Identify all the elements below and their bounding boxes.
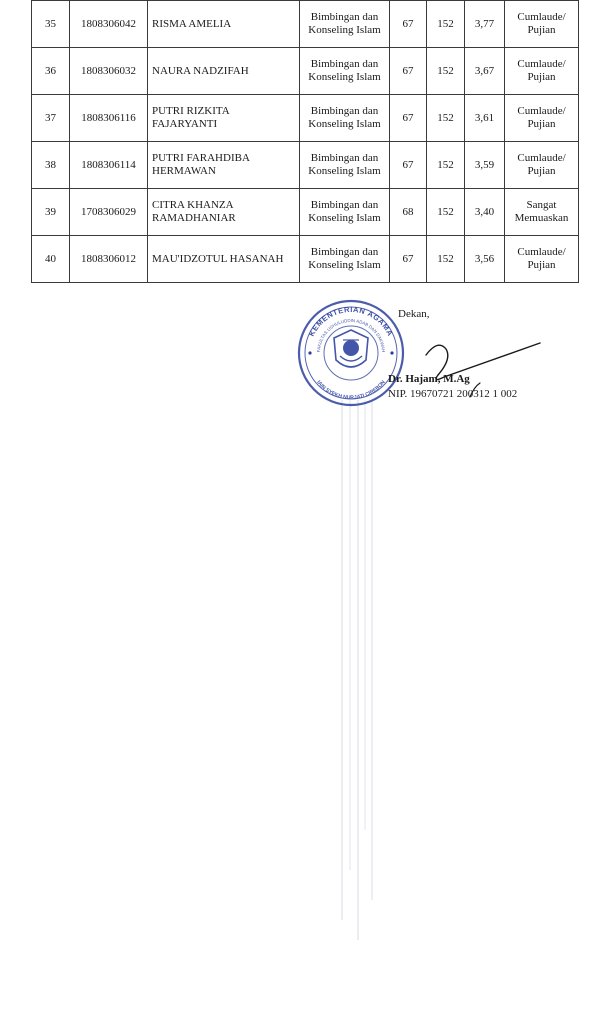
study-program-line: Bimbingan dan — [310, 105, 379, 117]
graduates-table — [31, 0, 579, 283]
gpa: 3,77 — [465, 1, 505, 48]
student-id: 1808306114 — [70, 142, 148, 189]
student-id: 1708306029 — [70, 189, 148, 236]
student-name — [148, 95, 300, 142]
credits-semester: 67 — [390, 95, 427, 142]
predicate — [505, 236, 579, 283]
predicate-line: Cumlaude/ — [517, 246, 566, 258]
student-name — [148, 189, 300, 236]
predicate — [505, 48, 579, 95]
student-id: 1808306012 — [70, 236, 148, 283]
study-program-line: Bimbingan dan — [310, 246, 379, 258]
predicate-line: Pujian — [527, 24, 556, 36]
predicate-line: Memuaskan — [514, 212, 569, 224]
row-number: 39 — [32, 189, 70, 236]
signature-mark — [408, 325, 558, 415]
student-name-line: HERMAWAN — [152, 165, 216, 177]
predicate-line: Cumlaude/ — [517, 11, 566, 23]
credits-total: 152 — [427, 1, 465, 48]
student-name: MAU'IDZOTUL HASANAH — [148, 236, 300, 283]
student-id: 1808306032 — [70, 48, 148, 95]
credits-total: 152 — [427, 236, 465, 283]
predicate — [505, 189, 579, 236]
student-name: RISMA AMELIA — [148, 1, 300, 48]
study-program-line: Bimbingan dan — [310, 152, 379, 164]
table-row — [32, 1, 579, 48]
student-name-line: PUTRI FARAHDIBA — [152, 152, 250, 164]
emblem-icon — [334, 330, 368, 367]
student-name-line: PUTRI RIZKITA — [152, 105, 230, 117]
table-row — [32, 142, 579, 189]
study-program-line: Bimbingan dan — [310, 199, 379, 211]
gpa: 3,59 — [465, 142, 505, 189]
study-program-line: Konseling Islam — [308, 259, 381, 271]
credits-semester: 68 — [390, 189, 427, 236]
study-program-line: Konseling Islam — [308, 24, 381, 36]
study-program — [300, 48, 390, 95]
signer-nip: NIP. 19670721 200312 1 002 — [388, 388, 518, 400]
student-name-line: FAJARYANTI — [152, 118, 218, 130]
credits-total: 152 — [427, 189, 465, 236]
credits-semester: 67 — [390, 1, 427, 48]
credits-total: 152 — [427, 95, 465, 142]
table-row — [32, 236, 579, 283]
student-name — [148, 142, 300, 189]
predicate-line: Pujian — [527, 71, 556, 83]
gpa: 3,56 — [465, 236, 505, 283]
signer-title: Dekan, — [398, 308, 430, 320]
predicate-line: Pujian — [527, 259, 556, 271]
table-row — [32, 48, 579, 95]
study-program — [300, 236, 390, 283]
predicate-line: Pujian — [527, 165, 556, 177]
stamp-inner-text: FAKULTAS USHULUDDIN ADAB DAN DAKWAH — [315, 317, 387, 353]
table-row — [32, 189, 579, 236]
table-row — [32, 95, 579, 142]
row-number: 36 — [32, 48, 70, 95]
credits-semester: 67 — [390, 236, 427, 283]
student-name: NAURA NADZIFAH — [148, 48, 300, 95]
predicate-line: Cumlaude/ — [517, 152, 566, 164]
predicate-line: Cumlaude/ — [517, 105, 566, 117]
predicate — [505, 142, 579, 189]
row-number: 40 — [32, 236, 70, 283]
credits-total: 152 — [427, 142, 465, 189]
row-number: 35 — [32, 1, 70, 48]
predicate — [505, 1, 579, 48]
student-id: 1808306116 — [70, 95, 148, 142]
signer-name: Dr. Hajam, M.Ag — [388, 373, 470, 385]
study-program-line: Bimbingan dan — [310, 11, 379, 23]
credits-semester: 67 — [390, 142, 427, 189]
gpa: 3,67 — [465, 48, 505, 95]
student-name-line: CITRA KHANZA — [152, 199, 234, 211]
study-program — [300, 95, 390, 142]
study-program-line: Konseling Islam — [308, 165, 381, 177]
credits-semester: 67 — [390, 48, 427, 95]
predicate-line: Sangat — [526, 199, 557, 211]
study-program — [300, 189, 390, 236]
stamp-bottom-text: IAIN SYEKH NURJATI CIREBON — [315, 379, 387, 402]
row-number: 37 — [32, 95, 70, 142]
stamp-top-text: KEMENTERIAN AGAMA — [306, 304, 396, 338]
row-number: 38 — [32, 142, 70, 189]
study-program — [300, 142, 390, 189]
study-program-line: Konseling Islam — [308, 71, 381, 83]
gpa: 3,40 — [465, 189, 505, 236]
gpa: 3,61 — [465, 95, 505, 142]
predicate-line: Cumlaude/ — [517, 58, 566, 70]
student-id: 1808306042 — [70, 1, 148, 48]
study-program-line: Konseling Islam — [308, 212, 381, 224]
credits-total: 152 — [427, 48, 465, 95]
study-program-line: Bimbingan dan — [310, 58, 379, 70]
predicate — [505, 95, 579, 142]
study-program-line: Konseling Islam — [308, 118, 381, 130]
scan-streaks — [320, 400, 400, 960]
predicate-line: Pujian — [527, 118, 556, 130]
study-program — [300, 1, 390, 48]
student-name-line: RAMADHANIAR — [152, 212, 236, 224]
